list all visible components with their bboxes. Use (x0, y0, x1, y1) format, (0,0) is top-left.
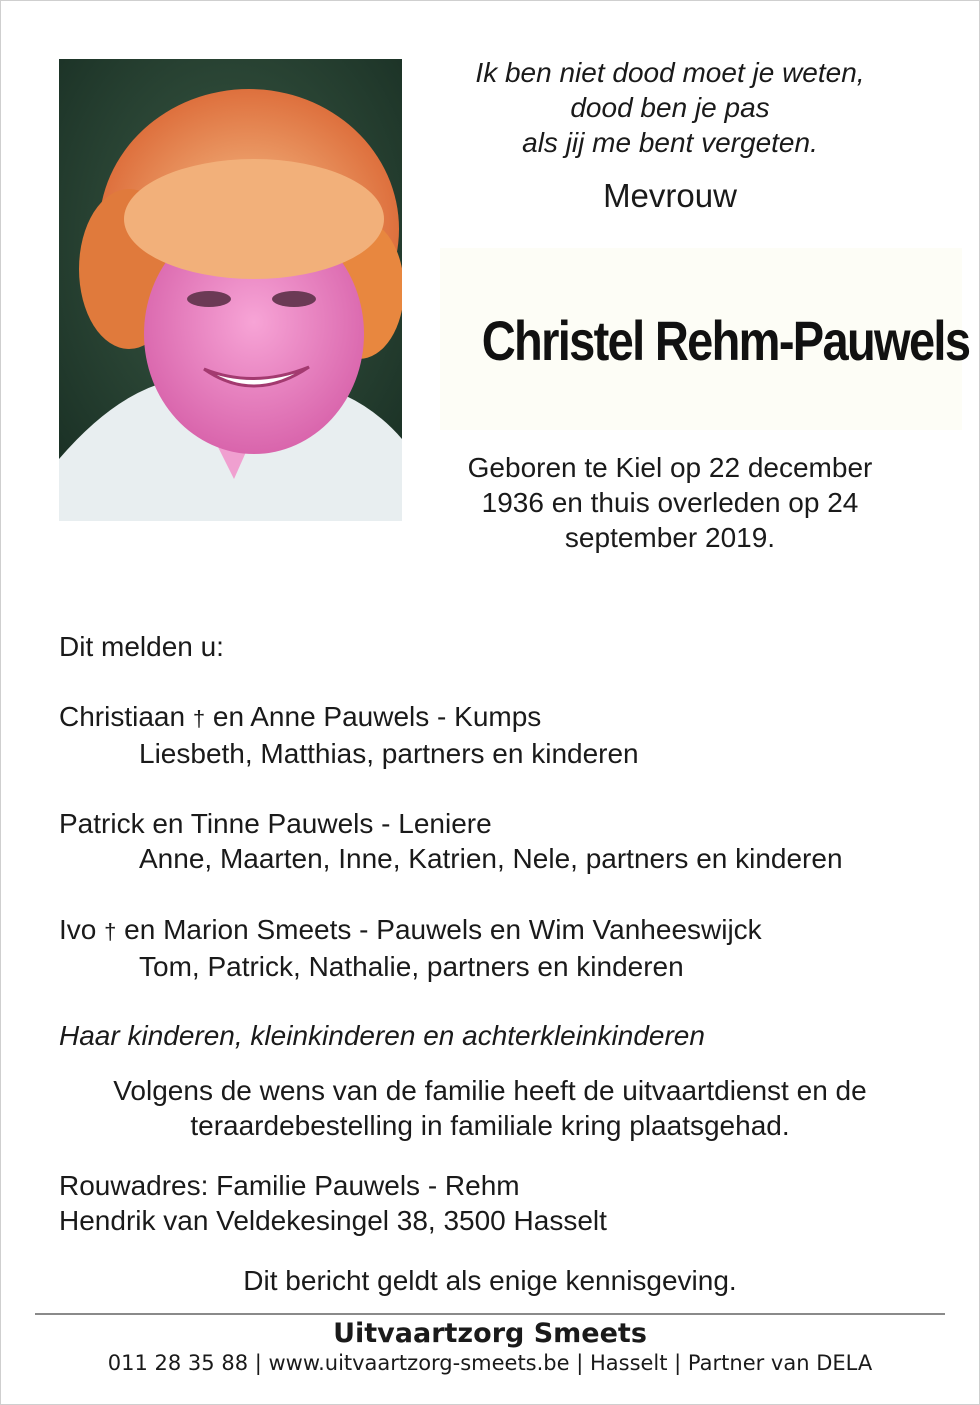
parent-name: en Anne Pauwels - Kumps (212, 701, 542, 732)
family-parents (59, 699, 939, 736)
family-children: Tom, Patrick, Nathalie, partners en kinderen (139, 951, 684, 982)
mourning-address (59, 1168, 939, 1238)
announce-text: Dit melden u: (59, 631, 224, 662)
deceased-name: Christel Rehm-Pauwels (481, 309, 970, 372)
memorial-quote (420, 55, 920, 160)
portrait-photo (59, 59, 402, 521)
wish-text (0, 1073, 980, 1143)
family-children: Liesbeth, Matthias, partners en kinderen (139, 738, 639, 769)
portrait-image (59, 59, 402, 521)
address-line: Rouwadres: Familie Pauwels - Rehm (59, 1170, 520, 1201)
address-line: Hendrik van Veldekesingel 38, 3500 Hasselt (59, 1205, 607, 1236)
funeral-company-name: Uitvaartzorg Smeets (333, 1318, 647, 1349)
wish-line: Volgens de wens van de familie heeft de uitvaartdienst en de (113, 1075, 867, 1106)
honorific: Mevrouw (603, 177, 737, 214)
family-1 (59, 699, 939, 771)
quote-line: Ik ben niet dood moet je weten, (475, 57, 865, 88)
birth-line: september 2019. (564, 522, 776, 553)
parent-name: Christiaan (59, 701, 186, 732)
birth-line: Geboren te Kiel op 22 december (467, 452, 873, 483)
wish-line: teraardebestelling in familiale kring plaatsgehad. (190, 1110, 790, 1141)
parent-name: Ivo (59, 914, 97, 945)
funeral-company-info: 011 28 35 88 | www.uitvaartzorg-smeets.be | Hasselt | Partner van DELA (107, 1351, 873, 1375)
notice-text: Dit bericht geldt als enige kennisgeving. (243, 1265, 737, 1296)
name-box (440, 248, 970, 430)
family-children: Anne, Maarten, Inne, Katrien, Nele, partners en kinderen (139, 843, 843, 874)
descendants-text: Haar kinderen, kleinkinderen en achterkleinkinderen (59, 1020, 705, 1051)
family-3 (59, 912, 939, 984)
family-2 (59, 806, 939, 876)
quote-line: als jij me bent vergeten. (522, 127, 818, 158)
family-parents: Patrick en Tinne Pauwels - Leniere (59, 808, 492, 839)
footer-divider (35, 1313, 945, 1315)
birth-line: 1936 en thuis overleden op 24 (481, 487, 859, 518)
cross-icon: † (104, 919, 117, 944)
cross-icon: † (192, 706, 206, 731)
parent-name: en Marion Smeets - Pauwels en Wim Vanheeswijck (124, 914, 762, 945)
quote-line: dood ben je pas (570, 92, 770, 123)
birth-death-info (430, 450, 910, 555)
family-parents (59, 912, 939, 949)
